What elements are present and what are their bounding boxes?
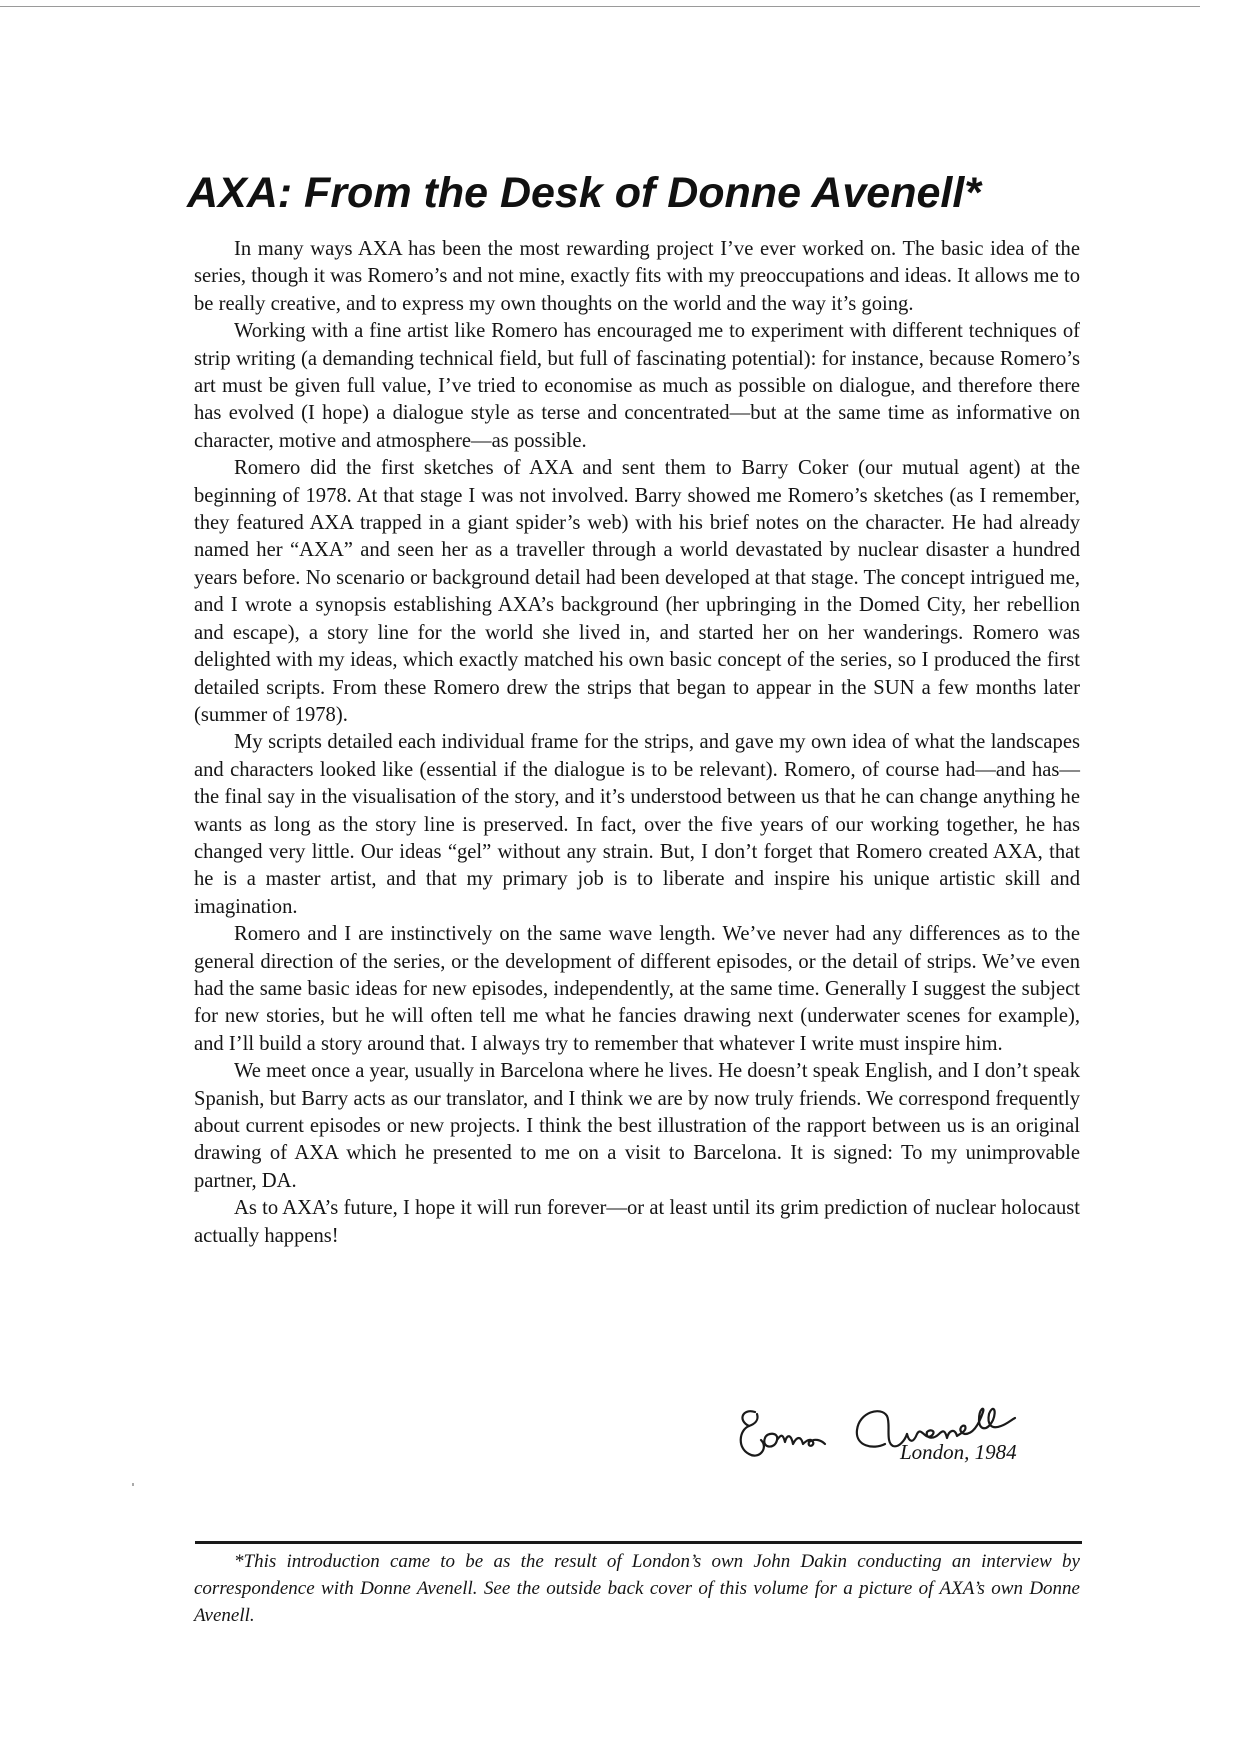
- paragraph-4: My scripts detailed each individual frame for the strips, and gave my own idea of what the landscapes and characters looked like (essential if the dialogue is to be relevant). Romero, of course had—and has—the final say in the visualisation of the story, and it’s understood between us that he can change anything he wants as long as the story line is preserved. In fact, over the five years of our working together, he has changed very little. Our ideas “gel” without any strain. But, I don’t forget that Romero created AXA, that he is a master artist, and that my primary job is to liberate and inspire his unique artistic skill and imagination.: [194, 731, 1080, 918]
- paragraph-2: Working with a fine artist like Romero has encouraged me to experiment with different techniques of strip writing (a demanding technical field, but full of fascinating potential): for instance, because Romero’s art must be given full value, I’ve tried to economise as much as possible on dialogue, and therefore there has evolved (I hope) a dialogue style as terse and concentrated—but at the same time as informative on character, motive and atmosphere—as possible.: [194, 320, 1080, 452]
- article-body: [194, 236, 1080, 1250]
- footnote-rule: [195, 1541, 1082, 1544]
- top-edge-rule: [0, 6, 1200, 7]
- paragraph-1: In many ways AXA has been the most rewarding project I’ve ever worked on. The basic idea of the series, though it was Romero’s and not mine, exactly fits with my preoccupations and ideas. It allows me to be really creative, and to express my own thoughts on the world and the way it’s going.: [194, 238, 1080, 315]
- footnote: *This introduction came to be as the result of London’s own John Dakin conducting an interview by correspondence with Donne Avenell. See the outside back cover of this volume for a picture of AXA’s own Donne Avenell.: [194, 1551, 1080, 1626]
- dateline: London, 1984: [900, 1440, 1017, 1464]
- paragraph-7: As to AXA’s future, I hope it will run forever—or at least until its grim prediction of nuclear holocaust actually happens!: [194, 1197, 1080, 1247]
- paragraph-3: Romero did the first sketches of AXA and sent them to Barry Coker (our mutual agent) at the beginning of 1978. At that stage I was not involved. Barry showed me Romero’s sketches (as I remember, they featured AXA trapped in a giant spider’s web) with his brief notes on the character. He had already named her “AXA” and seen her as a traveller through a world devastated by nuclear disaster a hundred years before. No scenario or background detail had been developed at that stage. The concept intrigued me, and I wrote a synopsis establishing AXA’s background (her upbringing in the Domed City, her rebellion and escape), a story line for the world she lived in, and started her on her wanderings. Romero was delighted with my ideas, which exactly matched his own basic concept of the series, so I produced the first detailed scripts. From these Romero drew the strips that began to appear in the SUN a few months later (summer of 1978).: [194, 457, 1080, 726]
- page-title: AXA: From the Desk of Donne Avenell*: [187, 169, 982, 217]
- paragraph-6: We meet once a year, usually in Barcelona where he lives. He doesn’t speak English, and I don’t speak Spanish, but Barry acts as our translator, and I think we are by now truly friends. We correspond frequently about current episodes or new projects. I think the best illustration of the rapport between us is an original drawing of AXA which he presented to me on a visit to Barcelona. It is signed: To my unimprovable partner, DA.: [194, 1060, 1080, 1192]
- paragraph-5: Romero and I are instinctively on the same wave length. We’ve never had any differences as to the general direction of the series, or the development of different episodes, or the detail of strips. We’ve even had the same basic ideas for new episodes, independently, at the same time. Generally I suggest the subject for new stories, but he will often tell me what he fancies drawing next (underwater scenes for example), and I’ll build a story around that. I always try to remember that whatever I write must inspire him.: [194, 923, 1080, 1055]
- handwritten-signature: [735, 1390, 1085, 1480]
- scan-speck: [132, 1483, 134, 1486]
